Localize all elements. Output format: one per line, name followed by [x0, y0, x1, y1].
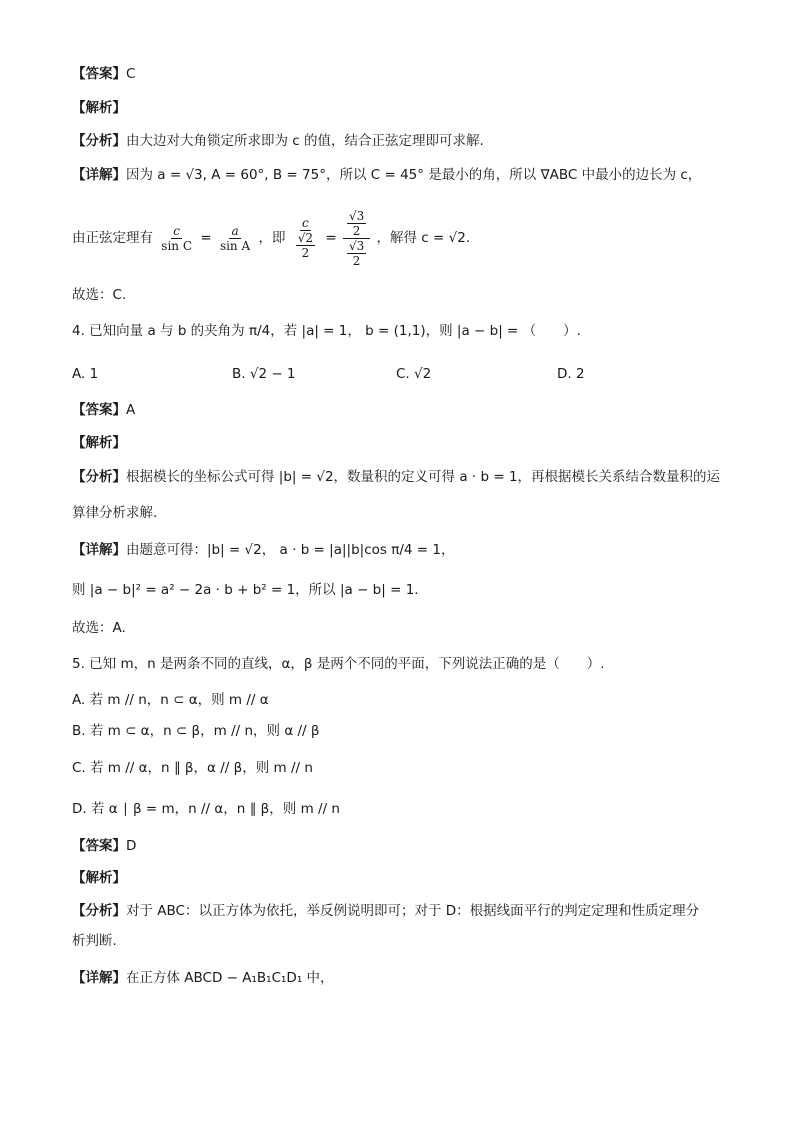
nested-numerator: √2	[297, 231, 314, 245]
xiangjie-tag: 【详解】	[72, 542, 126, 558]
fraction-c-over-root2-half	[292, 216, 319, 260]
fenxi-text: 由大边对大角锁定所求即为 c 的值，结合正弦定理即可求解.	[126, 133, 484, 149]
nested-denominator: 2	[352, 223, 361, 238]
q4-option-a: A. 1	[72, 366, 99, 382]
q5-answer-line	[72, 836, 136, 856]
nested-denominator: 2	[301, 246, 310, 260]
q5-stem: 5. 已知 m，n 是两条不同的直线，α，β 是两个不同的平面，下列说法正确的是（ ）.	[72, 656, 605, 672]
fenxi-text: 对于 ABC：以正方体为依托，举反例说明即可；对于 D：根据线面平行的判定定理和性质定理分	[126, 903, 700, 919]
q3-fenxi-line	[72, 131, 484, 151]
nested-numerator: √3	[348, 238, 365, 253]
q3-choice-line: 故选：C.	[72, 287, 127, 303]
q5-option-d: D. 若 α ∣ β = m，n // α，n ∥ β，则 m // n	[72, 801, 340, 817]
q5-analysis-tag: 【解析】	[72, 870, 126, 886]
q3-analysis-tag: 【解析】	[72, 100, 126, 116]
nested-fraction	[347, 209, 366, 238]
q3-answer-line	[72, 64, 135, 84]
nested-fraction	[347, 239, 366, 268]
answer-value: D	[126, 838, 137, 854]
nested-fraction	[296, 231, 315, 260]
answer-tag: 【答案】	[72, 66, 126, 82]
sine-law-prefix: 由正弦定理有	[72, 230, 153, 246]
fraction-numerator: a	[231, 223, 239, 238]
fraction-numerator: c	[302, 216, 309, 230]
q5-option-a: A. 若 m // n，n ⊂ α，则 m // α	[72, 692, 269, 708]
q5-option-c: C. 若 m // α，n ∥ β，α // β，则 m // n	[72, 760, 313, 776]
xiangjie-tag: 【详解】	[72, 970, 126, 986]
answer-tag: 【答案】	[72, 402, 126, 418]
q4-xiangjie-line2: 则 |a − b|² = a² − 2a · b + b² = 1，所以 |a − b| = 1.	[72, 582, 419, 598]
fraction-c-over-sinC	[159, 224, 194, 253]
answer-value: C	[126, 66, 136, 82]
equals-sign: =	[325, 230, 337, 246]
q4-xiangjie-line1	[72, 540, 454, 560]
fenxi-tag: 【分析】	[72, 133, 126, 149]
fraction-numerator: c	[173, 223, 181, 238]
xiangjie-text: 在正方体 ABCD − A₁B₁C₁D₁ 中，	[126, 970, 334, 986]
xiangjie-text: 因为 a = √3, A = 60°, B = 75°，所以 C = 45° 是最小的角，所以 ∇ABC 中最小的边长为 c，	[126, 167, 702, 183]
fraction-numerator	[343, 209, 370, 239]
answer-tag: 【答案】	[72, 838, 126, 854]
nested-numerator: √3	[348, 208, 365, 223]
fraction-root3-ratio	[343, 209, 370, 268]
nested-denominator: 2	[352, 253, 361, 268]
q4-option-d: D. 2	[557, 366, 585, 382]
q5-option-b: B. 若 m ⊂ α，n ⊂ β，m // n，则 α // β	[72, 723, 320, 739]
fenxi-text: 根据模长的坐标公式可得 |b| = √2，数量积的定义可得 a · b = 1，再根据模长关系结合数量积的运	[126, 469, 721, 485]
fraction-denominator	[343, 239, 370, 268]
fraction-denominator: sin C	[161, 238, 193, 253]
q5-fenxi-line1	[72, 901, 699, 921]
fenxi-tag: 【分析】	[72, 903, 126, 919]
ji-text: ，即	[258, 230, 286, 246]
equals-sign: =	[200, 230, 212, 246]
fraction-a-over-sinA	[218, 224, 252, 253]
q5-xiangjie-line1	[72, 968, 334, 988]
q4-option-c: C. √2	[396, 366, 432, 382]
q5-fenxi-line2: 析判断.	[72, 933, 117, 949]
fraction-denominator: sin A	[219, 238, 251, 253]
q4-analysis-tag: 【解析】	[72, 435, 126, 451]
fraction-denominator	[292, 231, 319, 260]
q4-fenxi-line1	[72, 467, 720, 487]
solve-text: ，解得 c = √2.	[376, 230, 471, 246]
q4-stem: 4. 已知向量 a 与 b 的夹角为 π/4，若 |a| = 1， b = (1,1)，则 |a − b| = （ ）.	[72, 323, 581, 339]
xiangjie-text: 由题意可得：|b| = √2， a · b = |a||b|cos π/4 = 1，	[126, 542, 455, 558]
q4-option-b: B. √2 − 1	[232, 366, 296, 382]
q4-answer-line	[72, 400, 135, 420]
q3-sine-law-line	[72, 208, 470, 268]
answer-value: A	[126, 402, 136, 418]
q4-fenxi-line2: 算律分析求解.	[72, 505, 158, 521]
fenxi-tag: 【分析】	[72, 469, 126, 485]
xiangjie-tag: 【详解】	[72, 167, 126, 183]
q3-xiangjie-line	[72, 165, 701, 185]
q4-choice-line: 故选：A.	[72, 620, 126, 636]
